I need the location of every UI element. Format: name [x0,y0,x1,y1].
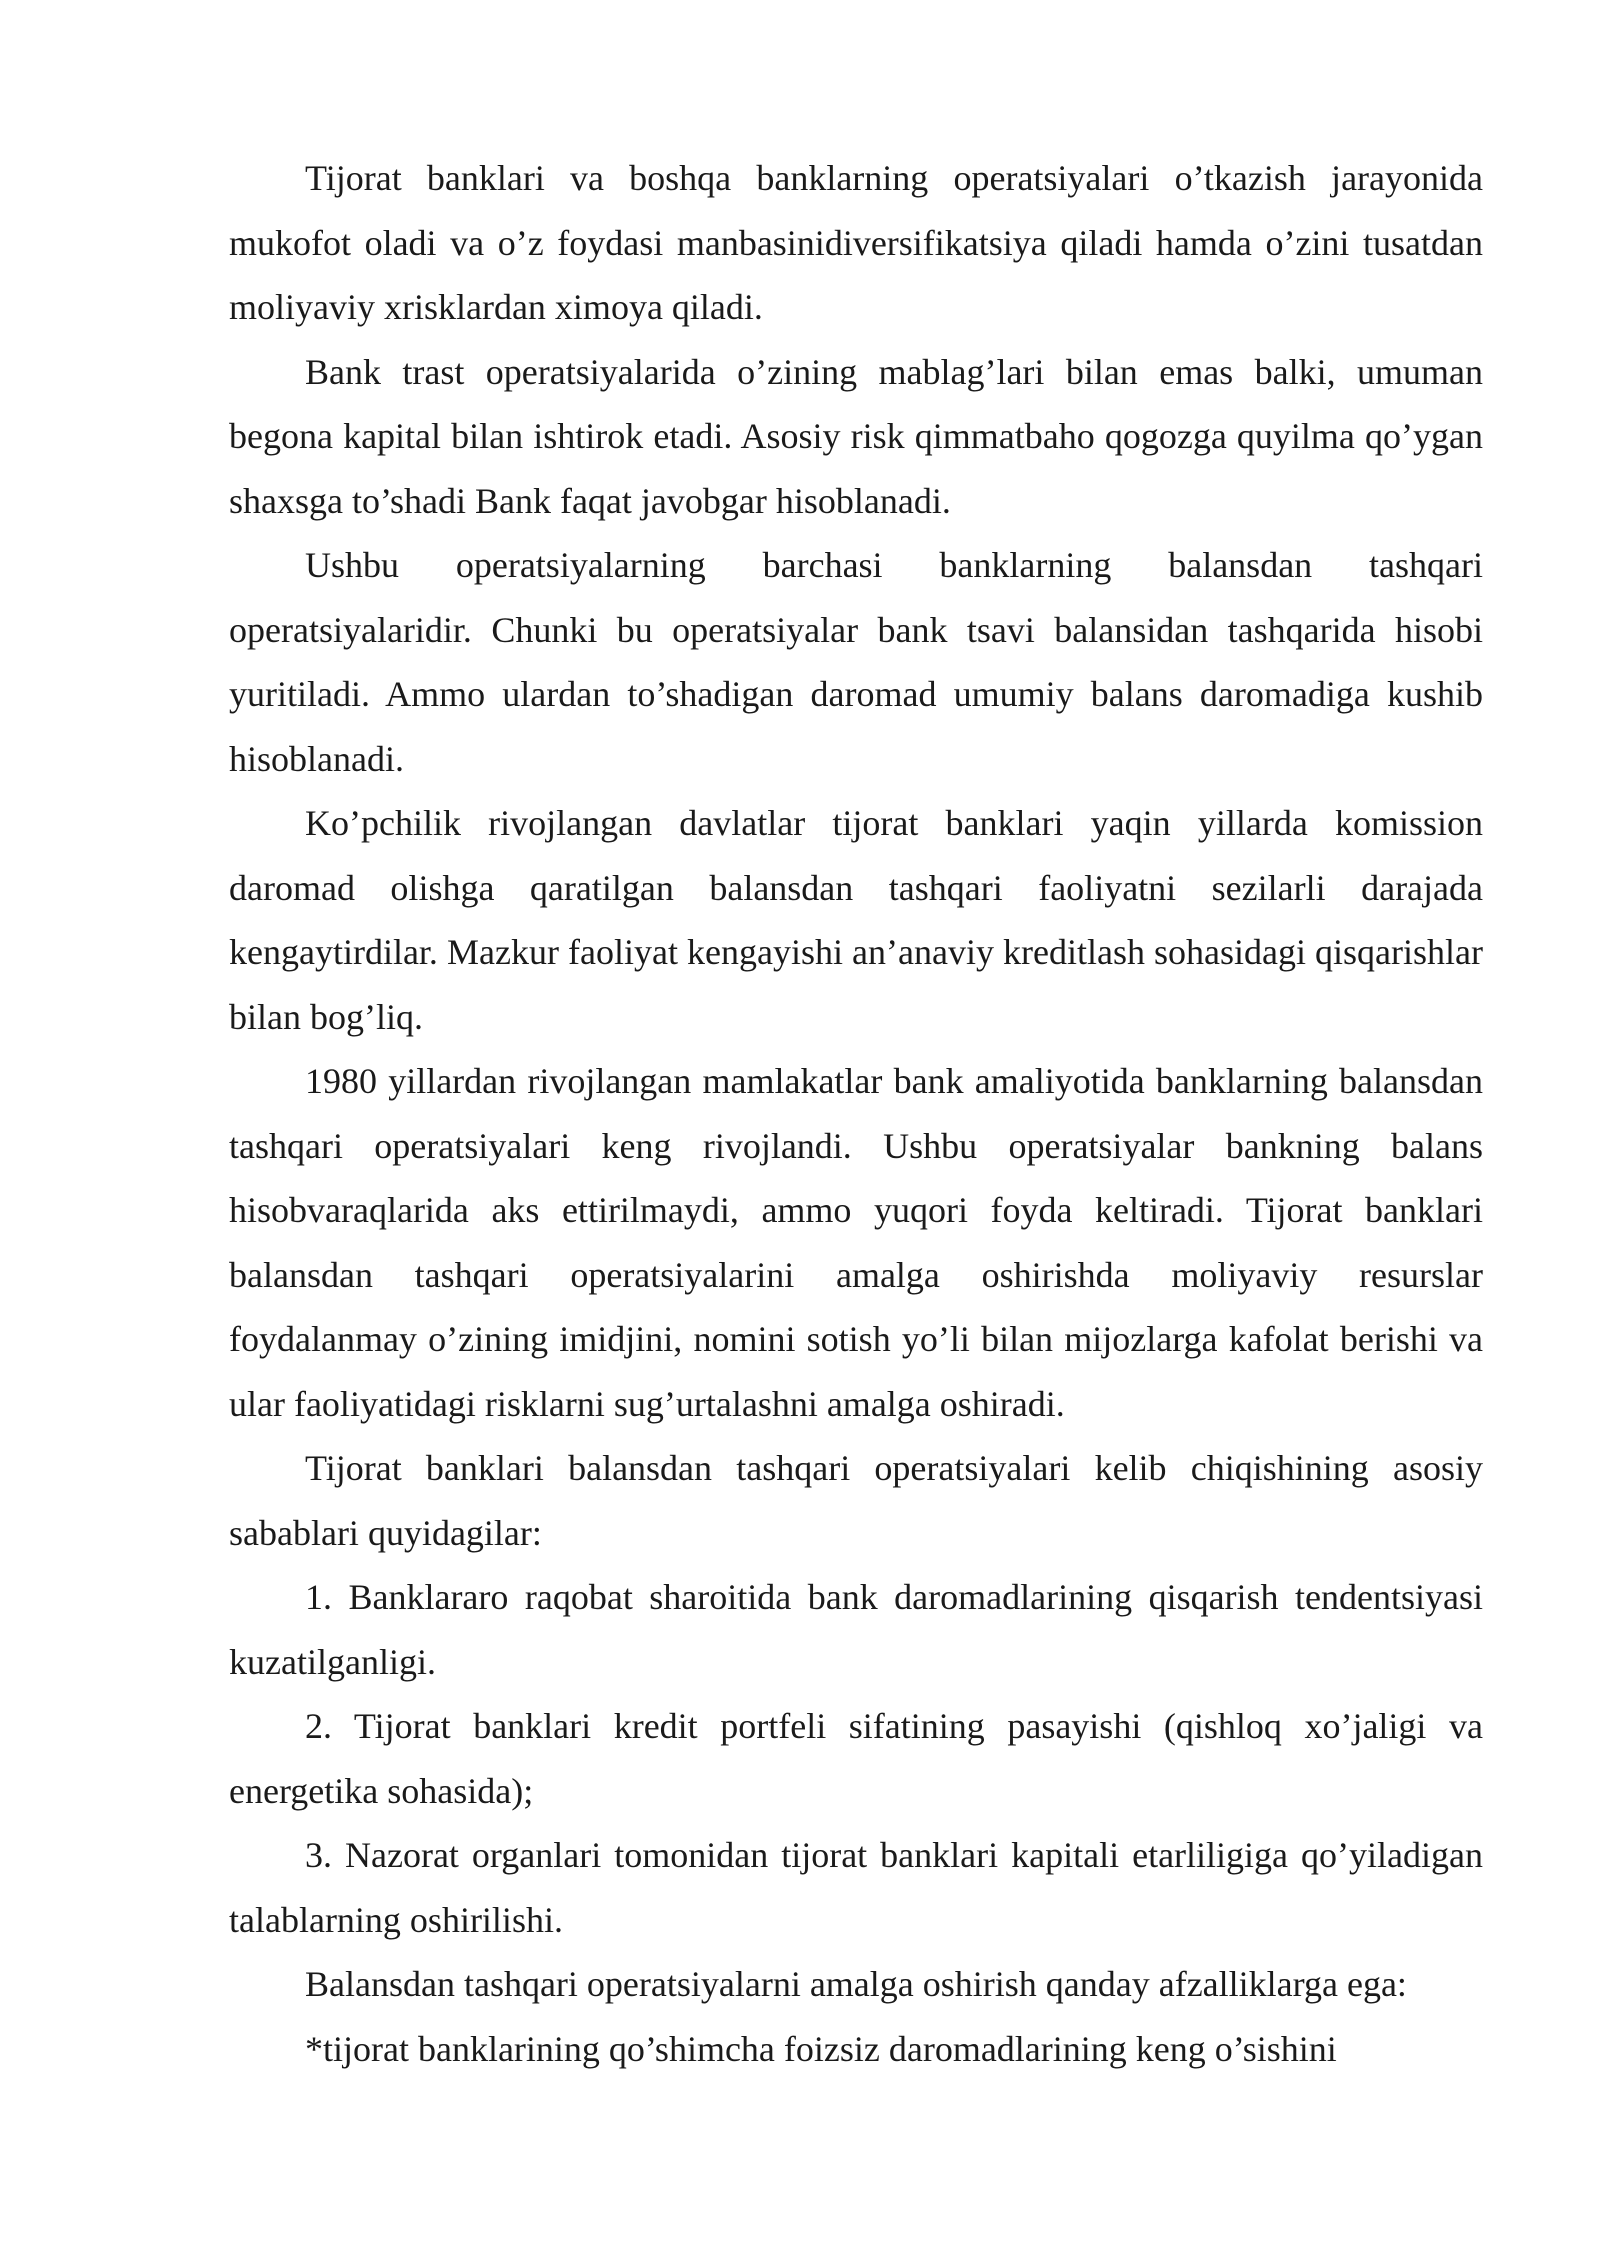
paragraph-7: Balansdan tashqari operatsiyalarni amalga oshirish qanday afzalliklarga ega: [305,1964,1407,2004]
list-item-2: 2. Tijorat banklari kredit portfeli sifatining pasayishi (qishloq xo’jaligi va energetika sohasida); [229,1706,1483,1811]
paragraph-1: Tijorat banklari va boshqa banklarning operatsiyalari o’tkazish jarayonida mukofot oladi va o’z foydasi manbasinidiversifikatsiya qiladi hamda o’zini tusatdan moliyaviy xrisklardan ximoya qiladi. [229,158,1483,327]
list-item-1: 1. Banklararo raqobat sharoitida bank daromadlarining qisqarish tendentsiyasi kuzatilganligi. [229,1577,1483,1682]
paragraph-8: *tijorat banklarining qo’shimcha foizsiz daromadlarining keng o’sishini [305,2028,1337,2069]
paragraph-5: 1980 yillardan rivojlangan mamlakatlar bank amaliyotida banklarning balansdan tashqari operatsiyalari keng rivojlandi. Ushbu operatsiyalar bankning balans hisobvaraqlarida aks ettirilmaydi, ammo yuqori foyda keltiradi. Tijorat banklari balansdan tashqari operatsiyalarini amalga oshirishda moliyaviy resurslar foydalanmay o’zining imidjini, nomini sotish yo’li bilan mijozlarga kafolat berishi va ular faoliyatidagi risklarni sug’urtalashni amalga oshiradi. [229,1061,1483,1424]
paragraph-3: Ushbu operatsiyalarning barchasi banklarning balansdan tashqari operatsiyalaridir. Chunki bu operatsiyalar bank tsavi balansidan tashqarida hisobi yuritiladi. Ammo ulardan to’shadigan daromad umumiy balans daromadiga kushib hisoblanadi. [229,545,1483,779]
paragraph-4: Ko’pchilik rivojlangan davlatlar tijorat banklari yaqin yillarda komission daromad olishga qaratilgan balansdan tashqari faoliyatni sezilarli darajada kengaytirdilar. Mazkur faoliyat kengayishi an’anaviy kreditlash sohasidagi qisqarishlar bilan bog’liq. [229,803,1483,1037]
document-body [229,146,1483,2081]
paragraph-2: Bank trast operatsiyalarida o’zining mablag’lari bilan emas balki, umuman begona kapital bilan ishtirok etadi. Asosiy risk qimmatbaho qogozga quyilma qo’ygan shaxsga to’shadi Bank faqat javobgar hisoblanadi. [229,351,1483,521]
list-item-3: 3. Nazorat organlari tomonidan tijorat banklari kapitali etarliligiga qo’yiladigan talablarning oshirilishi. [229,1835,1483,1940]
paragraph-6: Tijorat banklari balansdan tashqari operatsiyalari kelib chiqishining asosiy sabablari quyidagilar: [229,1448,1483,1553]
